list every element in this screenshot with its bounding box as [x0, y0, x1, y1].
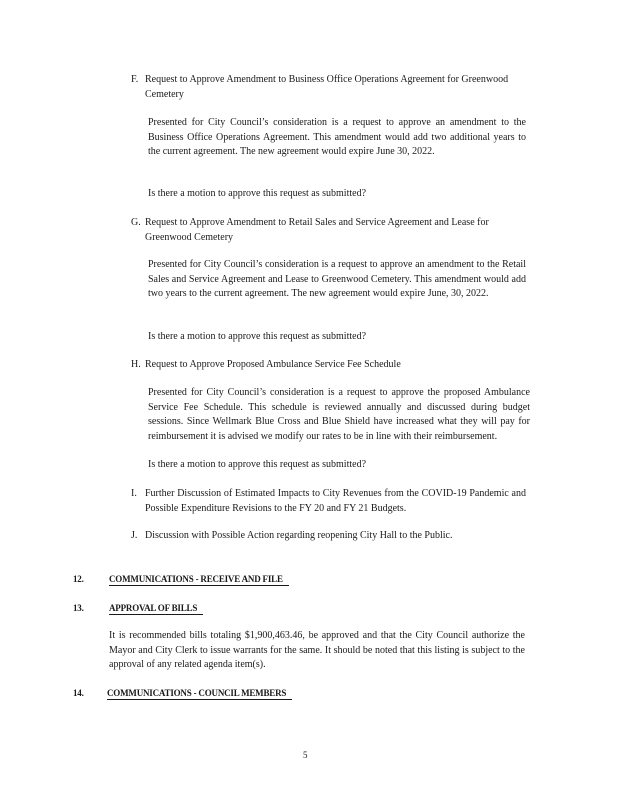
item-letter: F.	[131, 74, 139, 85]
item-heading: Further Discussion of Estimated Impacts to City Revenues from the COVID-19 Pandemic and Possible Expenditure Revisions to the FY 20 and FY 21 Budgets.	[145, 488, 526, 514]
agenda-item-j	[131, 529, 526, 544]
section-title: APPROVAL OF BILLS	[109, 603, 203, 615]
item-f-body: Presented for City Council’s consideration is a request to approve an amendment to the Business Office Operations Agreement. This amendment would add two additional years to the current agreement. The new agreement would expire June 30, 2022.	[148, 117, 526, 157]
agenda-item-i	[131, 487, 526, 516]
item-letter: I.	[131, 488, 137, 499]
item-h-body: Presented for City Council’s consideration is a request to approve the proposed Ambulance Service Fee Schedule. This schedule is reviewed annually and discussed during budget sessions. Since Wellmark Blue Cross and Blue Shield have increased what they will pay for reimbursement it is advised we modify our rates to be in line with their reimbursement.	[148, 387, 530, 442]
agenda-item-f	[131, 73, 523, 102]
section-number: 13.	[73, 603, 84, 613]
page-number: 5	[303, 750, 308, 760]
item-letter: H.	[131, 359, 141, 370]
section-number: 14.	[73, 688, 84, 698]
item-f-question: Is there a motion to approve this request as submitted?	[148, 188, 367, 199]
section-title: COMMUNICATIONS - RECEIVE AND FILE	[109, 574, 289, 586]
section-title: COMMUNICATIONS - COUNCIL MEMBERS	[107, 688, 292, 700]
agenda-item-g	[131, 216, 523, 245]
item-letter: G.	[131, 217, 141, 228]
item-heading: Request to Approve Proposed Ambulance Service Fee Schedule	[145, 359, 401, 370]
item-heading: Discussion with Possible Action regarding reopening City Hall to the Public.	[145, 530, 453, 541]
section-13	[73, 603, 373, 617]
item-heading: Request to Approve Amendment to Business Office Operations Agreement for Greenwood Cemetery	[145, 74, 509, 100]
section-12	[73, 574, 373, 588]
section-13-body: It is recommended bills totaling $1,900,463.46, be approved and that the City Council authorize the Mayor and City Clerk to issue warrants for the same. It should be noted that this listing is subject to the approval of any related agenda item(s).	[109, 630, 525, 670]
item-g-body: Presented for City Council’s consideration is a request to approve an amendment to the Retail Sales and Service Agreement and Lease to Greenwood Cemetery. This amendment would add two years to the current agreement. The new agreement would expire June, 30, 2022.	[148, 259, 526, 299]
section-number: 12.	[73, 574, 84, 584]
item-letter: J.	[131, 530, 138, 541]
agenda-item-h	[131, 358, 523, 373]
section-14	[73, 688, 373, 702]
item-g-question: Is there a motion to approve this request as submitted?	[148, 331, 367, 342]
item-h-question: Is there a motion to approve this request as submitted?	[148, 459, 367, 470]
item-heading: Request to Approve Amendment to Retail Sales and Service Agreement and Lease for Greenwood Cemetery	[145, 217, 489, 243]
